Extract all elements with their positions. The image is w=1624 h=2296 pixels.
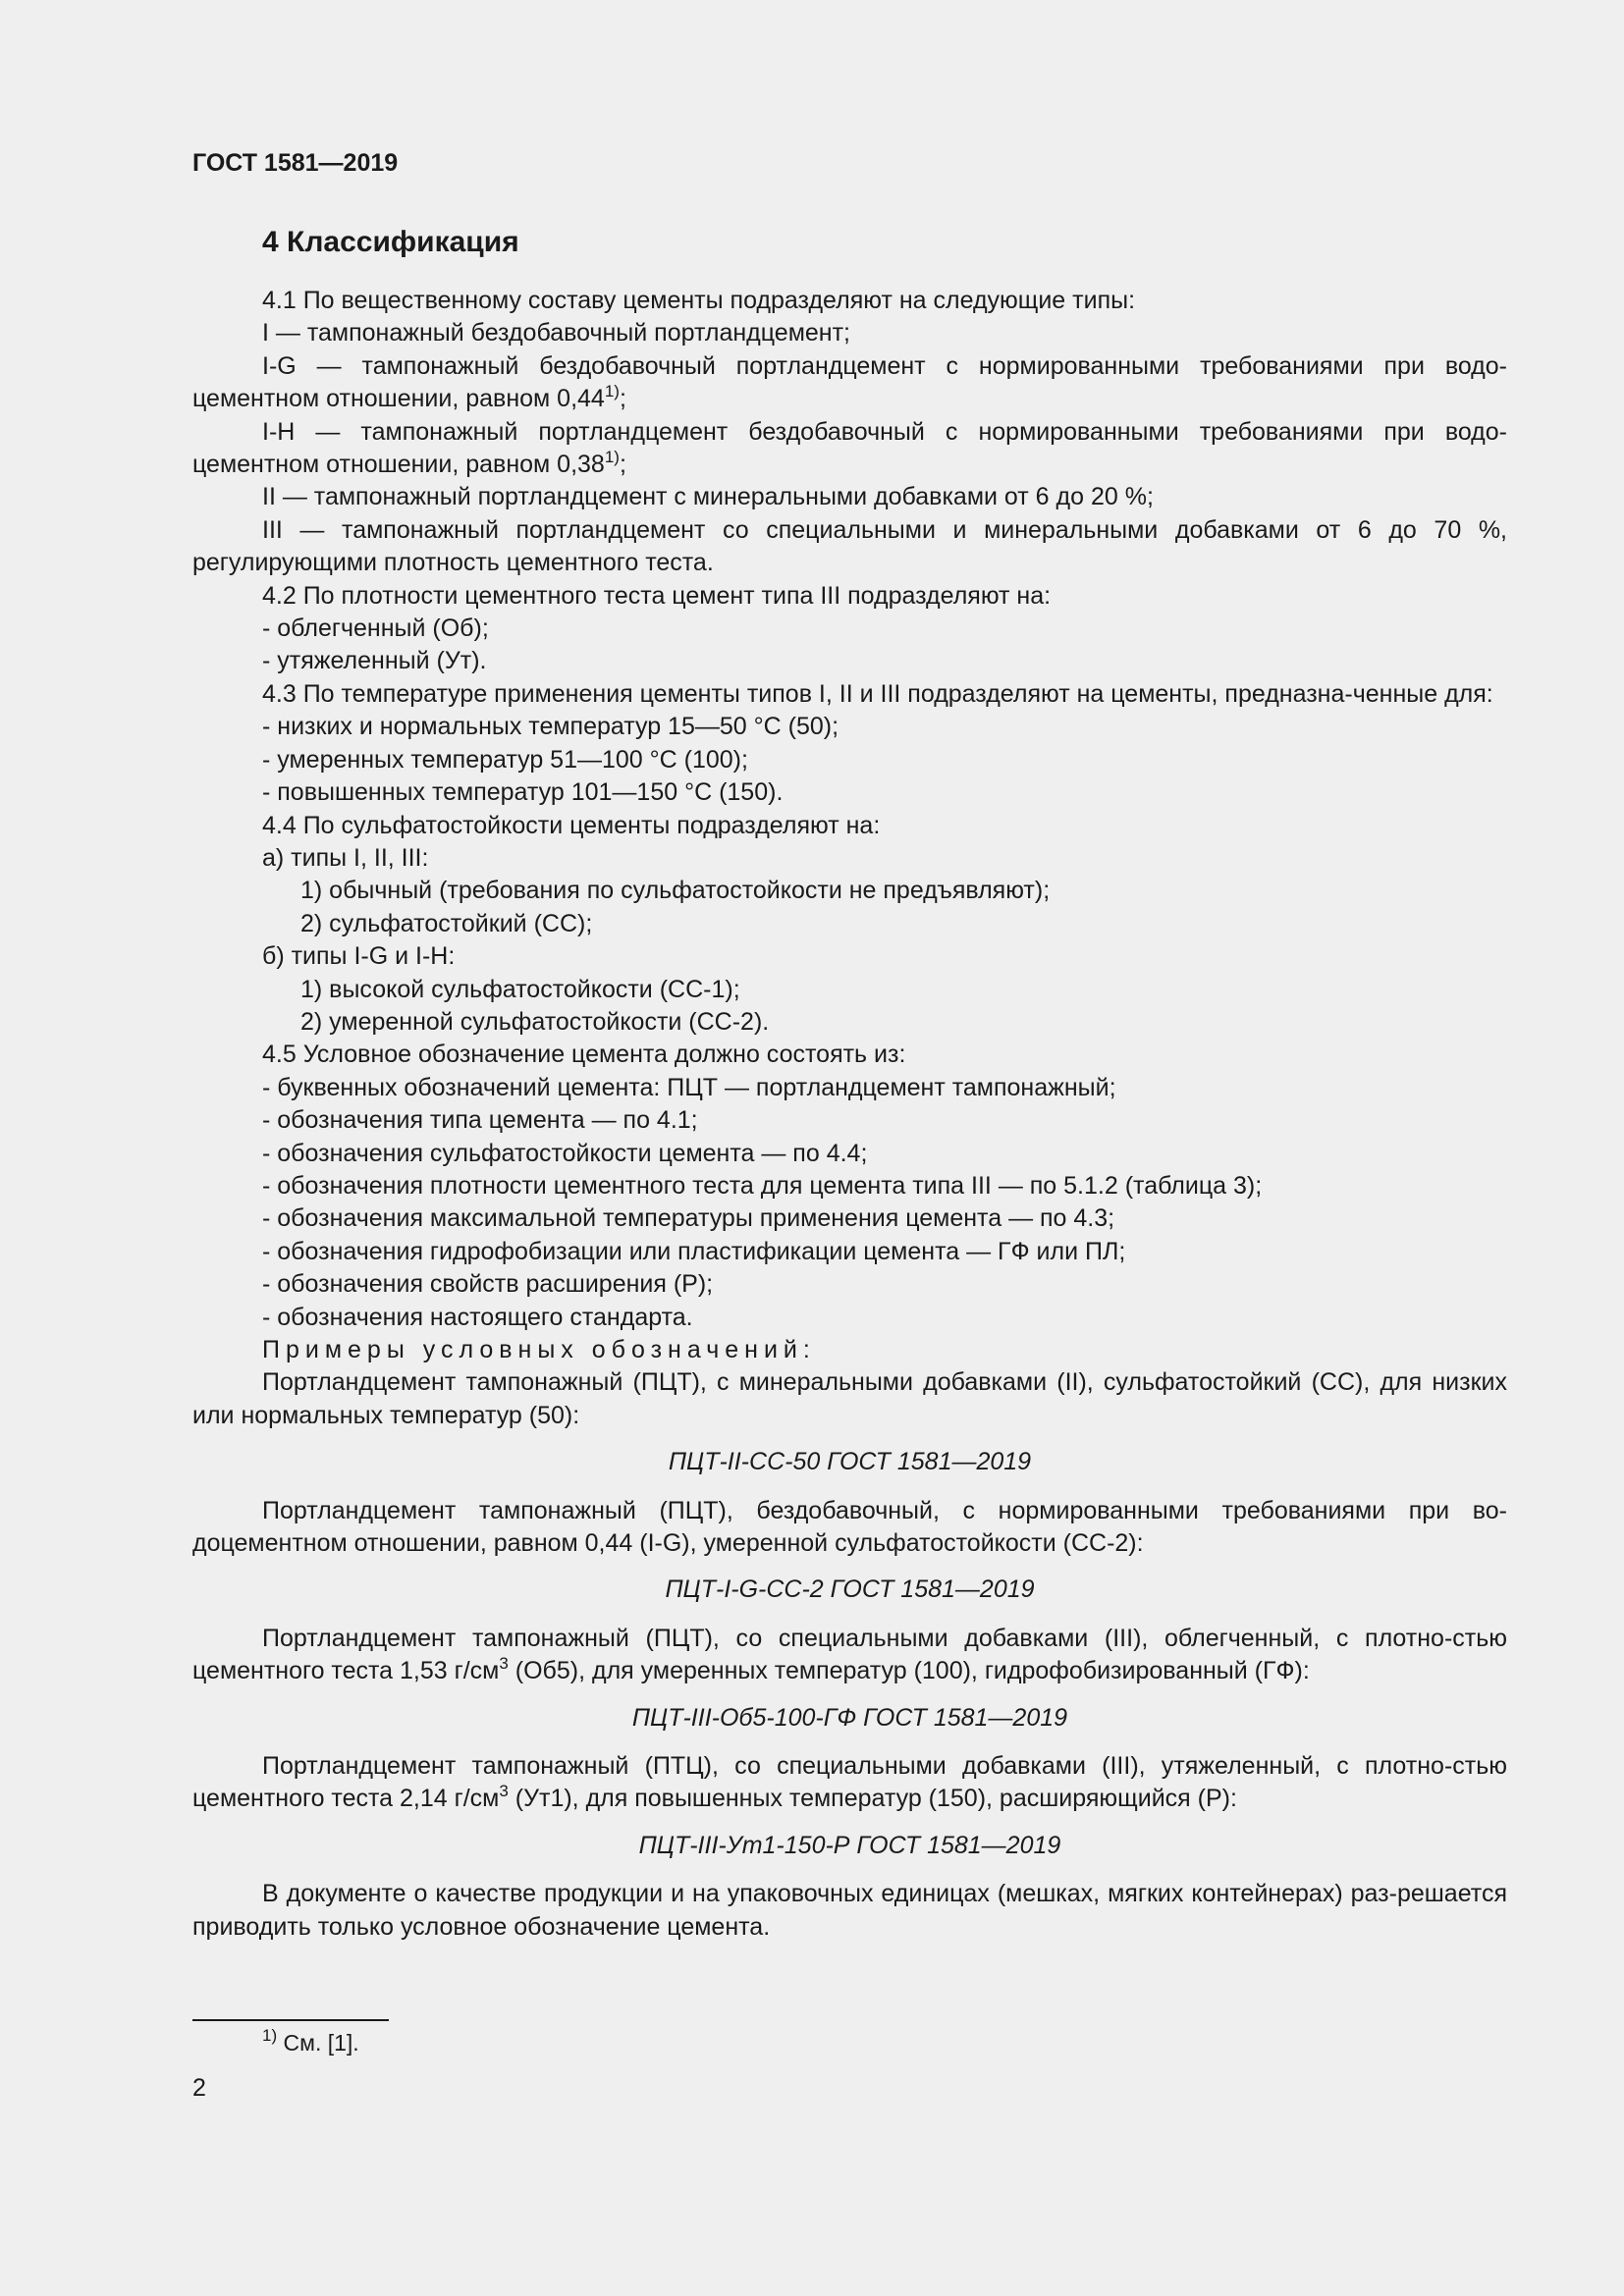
list-item: - обозначения гидрофобизации или пластификации цемента — ГФ или ПЛ; [262, 1237, 1126, 1265]
standard-header: ГОСТ 1581—2019 [192, 149, 399, 177]
footnote-separator [192, 2019, 389, 2021]
section-body [192, 285, 1507, 1944]
footnote-mark: 1) [262, 2026, 278, 2045]
footnote: $^{1)}$ См. [1]. [262, 2026, 359, 2056]
paragraph: I-G — тампонажный бездобавочный портландцемент с нормированными требованиями при водо-цементном отношении, равном 0,44$^{1)}$; [192, 351, 1507, 413]
paragraph: 4.5 Условное обозначение цемента должно состоять из: [262, 1041, 906, 1069]
list-item: 2) умеренной сульфатостойкости (СС-2). [300, 1007, 770, 1036]
footnote-ref: 1) [604, 448, 620, 467]
list-item: а) типы I, II, III: [262, 843, 429, 872]
paragraph: Портландцемент тампонажный (ПЦТ), со специальными добавками (III), облегченный, с плотно-стью цементного теста 1,53 $г/см^3$ (Об5), для умеренных температур (100), гидрофобизированный (ГФ): [192, 1624, 1507, 1685]
list-item: 1) высокой сульфатостойкости (СС-1); [300, 975, 740, 1003]
example-designation: ПЦТ-I-G-СС-2 ГОСТ 1581—2019 [665, 1575, 1035, 1604]
paragraph: 4.1 По вещественному составу цементы подразделяют на следующие типы: [262, 287, 1136, 314]
list-item: - повышенных температур 101—150 °С (150). [262, 778, 784, 807]
list-item: I — тампонажный бездобавочный портландцемент; [262, 319, 850, 347]
paragraph: В документе о качестве продукции и на упаковочных единицах (мешках, мягких контейнерах) раз-решается приводить только условное обозначение цемента. [192, 1880, 1507, 1941]
list-item: - обозначения сульфатостойкости цемента — по 4.4; [262, 1139, 868, 1167]
paragraph: III — тампонажный портландцемент со специальными и минеральными добавками от 6 до 70 %, регулирующими плотность цементного теста. [192, 515, 1507, 577]
examples-heading: Примеры условных обозначений: [262, 1336, 816, 1363]
list-item: 2) сульфатостойкий (СС); [300, 909, 593, 937]
example-designation: ПЦТ-II-СС-50 ГОСТ 1581—2019 [668, 1448, 1032, 1476]
page-number: 2 [192, 2074, 206, 2102]
list-item: II — тампонажный портландцемент с минеральными добавками от 6 до 20 %; [262, 483, 1154, 511]
list-item: - низких и нормальных температур 15—50 °С (50); [262, 713, 839, 741]
list-item: - обозначения типа цемента — по 4.1; [262, 1106, 698, 1135]
list-item: б) типы I-G и I-H: [262, 942, 456, 971]
list-item: - умеренных температур 51—100 °С (100); [262, 745, 748, 774]
paragraph: Портландцемент тампонажный (ПЦТ), с минеральными добавками (II), сульфатостойкий (СС), для низких или нормальных температур (50): [192, 1368, 1507, 1429]
list-item: - обозначения свойств расширения (Р); [262, 1270, 714, 1299]
footnote-ref: 1) [604, 382, 620, 401]
paragraph: Портландцемент тампонажный (ПТЦ), со специальными добавками (III), утяжеленный, с плотно-стью цементного теста 2,14 $г/см^3$ (Ут1), для повышенных температур (150), расширяющийся (Р): [192, 1752, 1507, 1813]
paragraph: I-H — тампонажный портландцемент бездобавочный с нормированными требованиями при водо-цементном отношении, равном 0,38$^{1)}$; [192, 417, 1507, 479]
list-item: - утяжеленный (Ут). [262, 647, 487, 675]
paragraph: 4.2 По плотности цементного теста цемент типа III подразделяют на: [262, 581, 1052, 610]
list-item: - обозначения плотности цементного теста для цемента типа III — по 5.1.2 (таблица 3); [262, 1171, 1263, 1200]
paragraph: 4.3 По температуре применения цементы типов I, II и III подразделяют на цементы, предназна-ченные для: [262, 679, 1493, 708]
list-item: - обозначения настоящего стандарта. [262, 1303, 693, 1331]
list-item: - облегченный (Об); [262, 614, 489, 643]
list-item: - буквенных обозначений цемента: ПЦТ — портландцемент тампонажный; [262, 1073, 1116, 1101]
list-item: - обозначения максимальной температуры применения цемента — по 4.3; [262, 1204, 1115, 1233]
paragraph: Портландцемент тампонажный (ПЦТ), бездобавочный, с нормированными требованиями при во-доцементном отношении, равном 0,44 (I-G), умеренной сульфатостойкости (СС-2): [192, 1496, 1507, 1558]
section-title: 4 Классификация [262, 226, 519, 258]
example-designation: ПЦТ-III-Об5-100-ГФ ГОСТ 1581—2019 [631, 1703, 1068, 1732]
list-item: 1) обычный (требования по сульфатостойкости не предъявляют); [300, 877, 1051, 905]
paragraph: 4.4 По сульфатостойкости цементы подразделяют на: [262, 811, 881, 839]
example-designation: ПЦТ-III-Ут1-150-Р ГОСТ 1581—2019 [638, 1831, 1061, 1859]
